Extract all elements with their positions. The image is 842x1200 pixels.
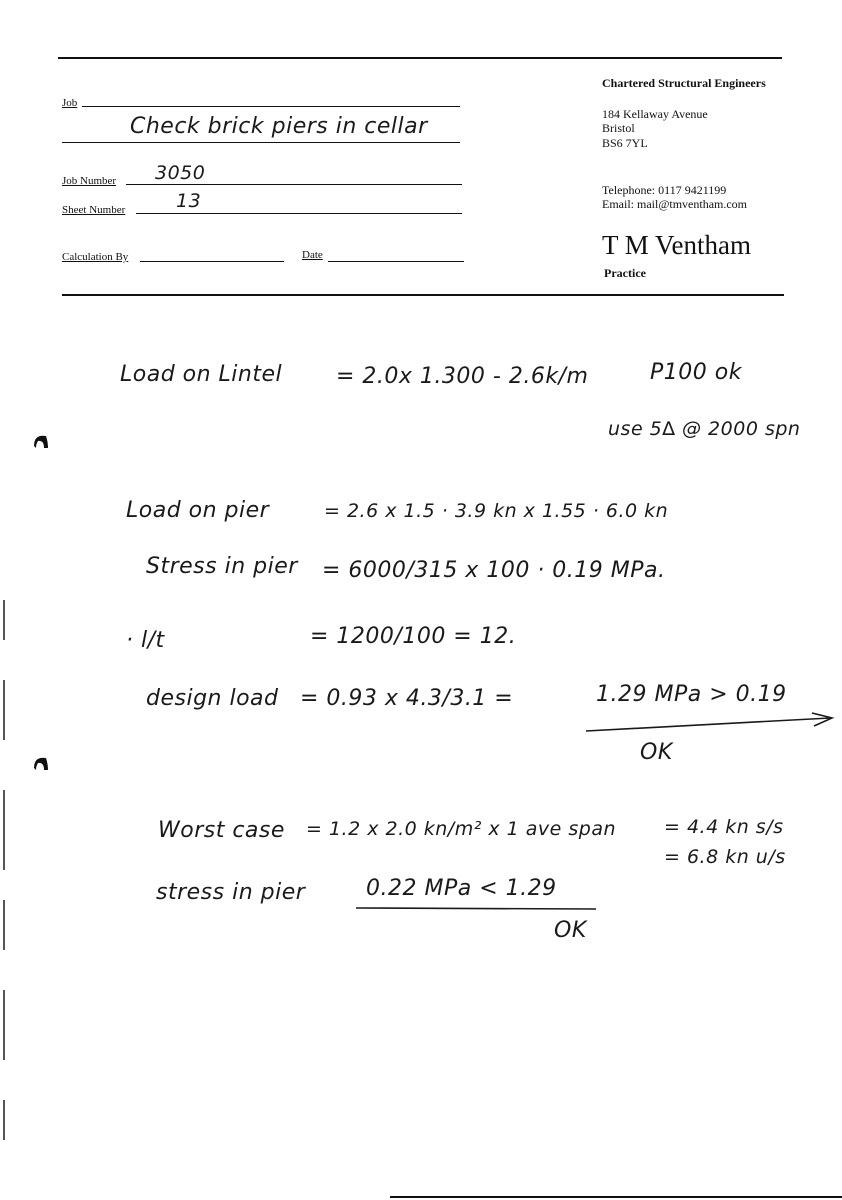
- calc-line9-label: stress in pier: [156, 880, 306, 905]
- calculation-by-label: Calculation By: [62, 251, 129, 263]
- calc-line10-ok: OK: [554, 918, 587, 943]
- calc-line7-ok: OK: [640, 740, 673, 765]
- sheet-number-value: 13: [176, 190, 202, 212]
- firm-address-line1: 184 Kellaway Avenue: [602, 107, 708, 121]
- date-underline: [328, 261, 464, 262]
- calc-line6-result: 1.29 MPa > 0.19: [596, 682, 787, 707]
- firm-address-line3: BS6 7YL: [602, 136, 648, 150]
- calc-line3-equation: = 2.6 x 1.5 · 3.9 kn x 1.55 · 6.0 kn: [324, 500, 669, 522]
- header-top-rule: [58, 57, 782, 59]
- calc-line3-label: Load on pier: [126, 498, 270, 523]
- job-number-value: 3050: [155, 162, 206, 184]
- calc-line1-equation: = 2.0x 1.300 - 2.6k/m: [336, 364, 589, 389]
- calc-line6-label: design load: [146, 686, 279, 711]
- sheet-number-underline: [136, 213, 462, 214]
- firm-subtitle: Practice: [604, 266, 646, 280]
- calc-line8-equation: = 1.2 x 2.0 kn/m² x 1 ave span: [306, 818, 617, 840]
- scan-edge-mark: [3, 790, 5, 870]
- job-value: Check brick piers in cellar: [130, 114, 428, 139]
- scan-edge-mark: [3, 990, 5, 1060]
- calc-line8-result1: = 4.4 kn s/s: [664, 816, 784, 838]
- calc-line1-label: Load on Lintel: [120, 362, 283, 387]
- scan-edge-mark: [3, 900, 5, 950]
- firm-address-line2: Bristol: [602, 121, 635, 135]
- job-number-underline: [126, 184, 462, 185]
- sheet-number-label: Sheet Number: [62, 204, 126, 216]
- calc-line8-label: Worst case: [158, 818, 285, 843]
- firm-tagline: Chartered Structural Engineers: [602, 76, 766, 90]
- job-value-underline: [62, 142, 460, 143]
- calculation-by-underline: [140, 261, 284, 262]
- date-label: Date: [302, 249, 323, 261]
- job-underline: [82, 106, 460, 107]
- firm-telephone: Telephone: 0117 9421199: [602, 183, 727, 197]
- calc-line6-equation: = 0.93 x 4.3/3.1 =: [300, 686, 514, 711]
- header-bottom-rule: [62, 294, 784, 296]
- calc-line4-label: Stress in pier: [146, 554, 298, 579]
- firm-name: T M Ventham: [602, 230, 752, 260]
- calc-line8-result2: = 6.8 kn u/s: [664, 846, 786, 868]
- scan-edge-mark: [3, 600, 5, 640]
- punch-hole-mark-bottom: [32, 754, 50, 772]
- calc-line4-equation: = 6000/315 x 100 · 0.19 MPa.: [322, 558, 666, 583]
- job-number-label: Job Number: [62, 175, 117, 187]
- calc-line1-note: P100 ok: [650, 360, 742, 385]
- calc-line5-equation: = 1200/100 = 12.: [310, 624, 517, 649]
- punch-hole-mark-top: [32, 432, 50, 450]
- scan-edge-mark: [3, 680, 5, 740]
- scan-edge-mark: [3, 1100, 5, 1140]
- firm-email: Email: mail@tmventham.com: [602, 197, 748, 211]
- calc-line2: use 5∆ @ 2000 spn: [608, 418, 801, 440]
- calc-line9-equation: 0.22 MPa < 1.29: [366, 876, 557, 901]
- calc-line5-label: · l/t: [126, 628, 165, 653]
- job-label: Job: [62, 97, 78, 109]
- footer-rule: [390, 1196, 842, 1198]
